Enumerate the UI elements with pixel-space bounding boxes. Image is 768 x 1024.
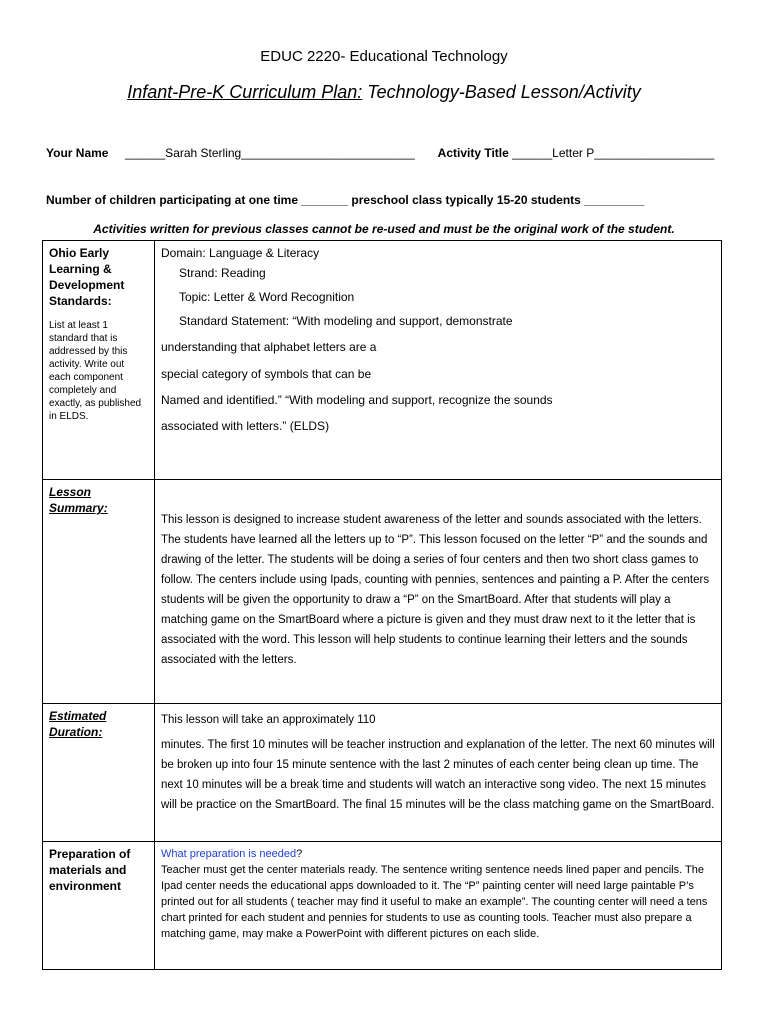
originality-notice: Activities written for previous classes cannot be re-used and must be the original work of the student.	[93, 222, 675, 236]
summary-label: Lesson Summary:	[49, 485, 108, 515]
preparation-prompt-line	[161, 846, 715, 862]
statement-line-5: associated with letters.” (ELDS)	[161, 419, 330, 433]
subtitle-rest: Technology-Based Lesson/Activity	[362, 82, 641, 102]
statement-line-1: Standard Statement: “With modeling and support, demonstrate	[179, 314, 513, 328]
duration-first-line: This lesson will take an approximately 110	[161, 714, 376, 726]
preparation-text: Teacher must get the center materials ready. The sentence writing sentence needs lined paper and pencils. The Ipad center needs the educational apps downloaded to it. The “P” painting center will need large paintable P’s printed out for all students ( teacher may find it useful to make an example”. The counting center will need a tens chart printed for each student and pennies for students to use as counting tools. Teacher must also prepare a matching game, may make a PowerPoint with different pictures on each slide.	[161, 864, 708, 940]
statement-line-2: understanding that alphabet letters are a	[161, 340, 377, 354]
summary-row	[43, 480, 722, 704]
course-title: EDUC 2220- Educational Technology	[260, 48, 508, 65]
activity-label: Activity Title	[437, 146, 509, 160]
preparation-label: Preparation of materials and environment	[49, 847, 131, 893]
name-activity-line	[46, 146, 714, 160]
summary-text: This lesson is designed to increase student awareness of the letter and sounds associated with the letters. The students have learned all the letters up to “P”. This lesson focused on the letter “P” and the sounds and drawing of the letter. The students will be doing a series of four centers and then two short class games to follow. The centers include using Ipads, counting with pennies, sentences and painting a P. After the centers students will be given the opportunity to draw a “P” on the SmartBoard. After that students will play a matching game on the SmartBoard where a picture is given and they must draw next to it the letter that is associated with the word. This lesson will help students to continue learning their letters and the sounds associated with the letters.	[161, 514, 710, 666]
standards-label-cell	[43, 241, 155, 480]
summary-label-cell	[43, 480, 155, 704]
subtitle-underlined: Infant-Pre-K Curriculum Plan:	[127, 82, 363, 102]
name-value: ______Sarah Sterling__________________________	[125, 146, 415, 160]
document-subtitle	[0, 82, 768, 103]
topic-line: Topic: Letter & Word Recognition	[179, 290, 355, 304]
statement-line-4: Named and identified.” “With modeling and support, recognize the sounds	[161, 393, 553, 407]
standards-instructions: List at least 1 standard that is addressed by this activity. Write out each component completely and exactly, as published in ELDS.	[49, 320, 142, 422]
standards-content-cell	[155, 241, 722, 480]
preparation-row	[43, 842, 722, 970]
preparation-content-cell	[155, 842, 722, 970]
activity-value: ______Letter P__________________	[512, 146, 715, 160]
duration-content-cell	[155, 704, 722, 842]
strand-line: Strand: Reading	[179, 266, 266, 280]
duration-row	[43, 704, 722, 842]
duration-label: Estimated Duration:	[49, 709, 107, 739]
name-label: Your Name	[46, 146, 109, 160]
children-count-line: Number of children participating at one time _______ preschool class typically 15-20 students _________	[46, 193, 645, 207]
standards-row	[43, 241, 722, 480]
summary-content-cell	[155, 480, 722, 704]
standards-text	[161, 245, 715, 439]
preparation-label-cell	[43, 842, 155, 970]
statement-line-3: special category of symbols that can be	[161, 367, 372, 381]
standards-label: Ohio Early Learning & Development Standards:	[49, 246, 125, 308]
preparation-prompt: What preparation is needed	[161, 848, 297, 860]
domain-line: Domain: Language & Literacy	[161, 246, 320, 260]
duration-label-cell	[43, 704, 155, 842]
curriculum-plan-table	[42, 240, 722, 970]
duration-text: minutes. The first 10 minutes will be teacher instruction and explanation of the letter. The next 60 minutes will be broken up into four 15 minute sentence with the last 2 minutes of each center being clean up time. The next 10 minutes will be a break time and students will watch an interactive song video. The next 15 minutes will be practice on the SmartBoard. The final 15 minutes will be the class matching game on the SmartBoard.	[161, 739, 715, 811]
preparation-prompt-end: ?	[296, 848, 303, 860]
